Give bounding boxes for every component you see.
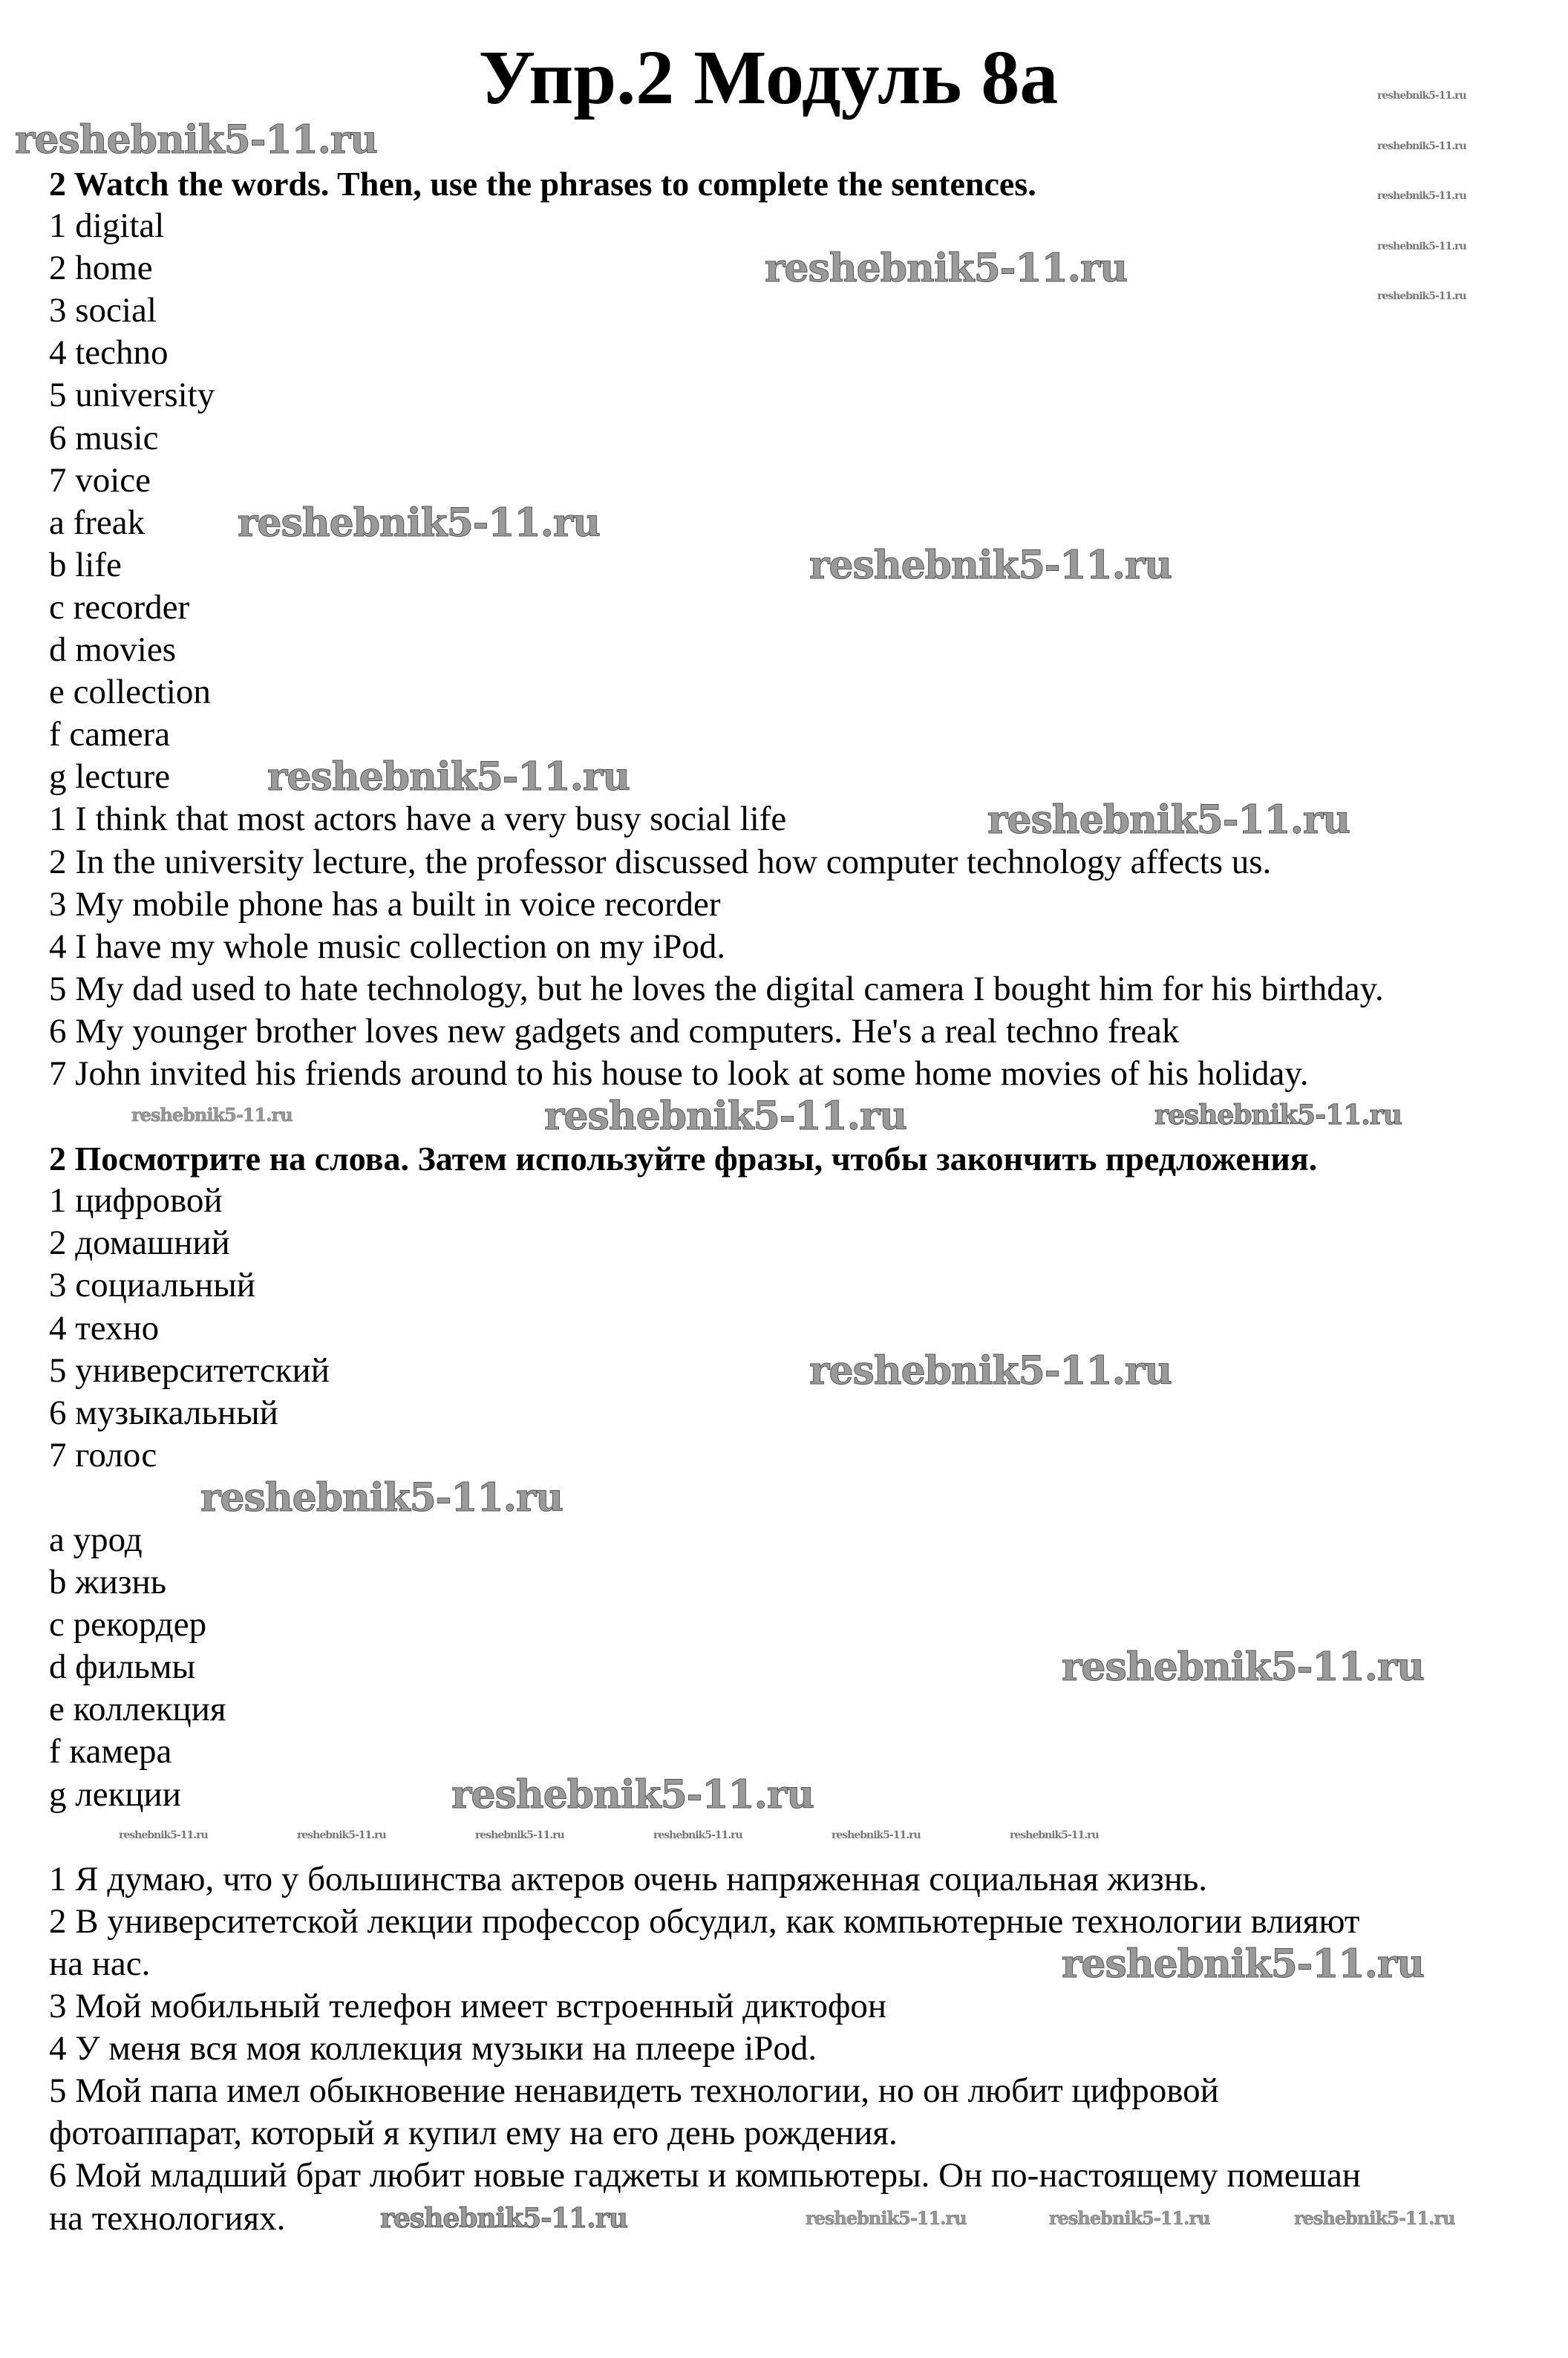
list-item: 4 техно — [49, 1308, 160, 1348]
english-instruction: 2 Watch the words. Then, use the phrases to complete the sentences. — [49, 165, 1036, 203]
watermark: reshebnik5-11.ru — [765, 246, 1128, 291]
russian-instruction: 2 Посмотрите на слова. Затем используйте фразы, чтобы закончить предложения. — [49, 1140, 1318, 1178]
watermark: reshebnik5-11.ru — [987, 797, 1350, 843]
watermark: reshebnik5-11.ru — [1062, 1645, 1425, 1690]
list-item: 3 social — [49, 291, 157, 330]
watermark: reshebnik5-11.ru — [1377, 140, 1466, 152]
sentence: 2 In the university lecture, the professor discussed how computer technology affects us. — [49, 842, 1272, 881]
list-item: g лекции — [49, 1774, 181, 1814]
watermark: reshebnik5-11.ru — [131, 1104, 293, 1126]
list-item: c рекордер — [49, 1605, 207, 1645]
sentence: 5 Мой папа имел обыкновение ненавидеть технологии, но он любит цифровой — [49, 2071, 1219, 2111]
list-item: d фильмы — [49, 1647, 196, 1687]
list-item: b жизнь — [49, 1563, 167, 1602]
sentence: 6 Мой младший брат любит новые гаджеты и компьютеры. Он по-настоящему помешан — [49, 2156, 1361, 2195]
list-item: 5 university — [49, 376, 215, 415]
sentence: 3 Мой мобильный телефон имеет встроенный диктофон — [49, 1987, 887, 2026]
list-item: a урод — [49, 1521, 143, 1559]
list-item: 4 techno — [49, 333, 169, 373]
russian-sentences — [49, 1858, 1534, 2240]
watermark: reshebnik5-11.ru — [451, 1772, 814, 1818]
sentence: 4 У меня вся моя коллекция музыки на плеере iPod. — [49, 2029, 817, 2068]
watermark: reshebnik5-11.ru — [380, 2203, 627, 2234]
list-item: 2 home — [49, 249, 153, 288]
watermark: reshebnik5-11.ru — [809, 543, 1172, 588]
list-item: c recorder — [49, 587, 190, 627]
sentence: 2 В университетской лекции профессор обсудил, как компьютерные технологии влияют — [49, 1901, 1360, 1941]
list-item: e collection — [49, 673, 211, 712]
spacer — [49, 1816, 1534, 1858]
page-title: Упр.2 Модуль 8а — [478, 35, 1059, 120]
watermark: reshebnik5-11.ru — [238, 500, 601, 546]
watermark: reshebnik5-11.ru — [1294, 2207, 1455, 2229]
list-item: 3 социальный — [49, 1266, 255, 1305]
list-item: 1 цифровой — [49, 1181, 223, 1221]
sentence: 1 Я думаю, что у большинства актеров очень напряженная социальная жизнь. — [49, 1859, 1208, 1898]
sentence: на технологиях. — [49, 2198, 286, 2238]
watermark: reshebnik5-11.ru — [267, 754, 630, 800]
list-item: f camera — [49, 715, 171, 754]
list-item: e коллекция — [49, 1690, 226, 1729]
sentence: на нас. — [49, 1944, 151, 1983]
list-item: a freak — [49, 503, 146, 542]
list-item: 1 digital — [49, 206, 165, 246]
list-item: d movies — [49, 630, 177, 670]
watermark: reshebnik5-11.ru — [475, 1829, 564, 1841]
russian-word-list — [49, 1180, 1534, 1477]
watermark: reshebnik5-11.ru — [1062, 1941, 1425, 1987]
list-item: g lecture — [49, 757, 171, 797]
list-item: 6 music — [49, 418, 159, 457]
list-item: 5 университетский — [49, 1351, 330, 1390]
list-item: 7 голос — [49, 1435, 157, 1474]
watermark: reshebnik5-11.ru — [806, 2207, 967, 2229]
watermark: reshebnik5-11.ru — [1377, 90, 1466, 102]
watermark: reshebnik5-11.ru — [653, 1829, 742, 1841]
list-item: 6 музыкальный — [49, 1393, 278, 1432]
sentence: фотоаппарат, который я купил ему на его день рождения. — [49, 2114, 898, 2153]
watermark: reshebnik5-11.ru — [1377, 290, 1466, 302]
watermark: reshebnik5-11.ru — [544, 1094, 907, 1139]
list-item: 2 домашний — [49, 1224, 230, 1263]
sentence: 7 John invited his friends around to his house to look at some home movies of his holiday. — [49, 1054, 1309, 1093]
sentence: 1 I think that most actors have a very busy social life — [49, 800, 787, 839]
sentence: 5 My dad used to hate technology, but he loves the digital camera I bought him for his birthday. — [49, 969, 1384, 1008]
watermark: reshebnik5-11.ru — [809, 1348, 1172, 1394]
watermark: reshebnik5-11.ru — [200, 1475, 564, 1521]
sentence: 6 My younger brother loves new gadgets and computers. He's a real techno freak — [49, 1011, 1180, 1051]
watermark: reshebnik5-11.ru — [297, 1829, 386, 1841]
watermark: reshebnik5-11.ru — [1010, 1829, 1099, 1841]
watermark: reshebnik5-11.ru — [15, 117, 378, 163]
watermark: reshebnik5-11.ru — [832, 1829, 921, 1841]
watermark: reshebnik5-11.ru — [1377, 241, 1466, 252]
list-item: 7 voice — [49, 460, 151, 500]
list-item: b life — [49, 545, 122, 584]
list-item: f камера — [49, 1732, 172, 1771]
sentence: 4 I have my whole music collection on my iPod. — [49, 927, 726, 966]
watermark: reshebnik5-11.ru — [1377, 190, 1466, 202]
watermark: reshebnik5-11.ru — [1049, 2207, 1210, 2229]
sentence: 3 My mobile phone has a built in voice recorder — [49, 884, 721, 924]
watermark: reshebnik5-11.ru — [1154, 1100, 1402, 1131]
document-body — [49, 163, 1534, 2240]
watermark: reshebnik5-11.ru — [119, 1829, 208, 1841]
english-sentences — [49, 798, 1534, 1095]
